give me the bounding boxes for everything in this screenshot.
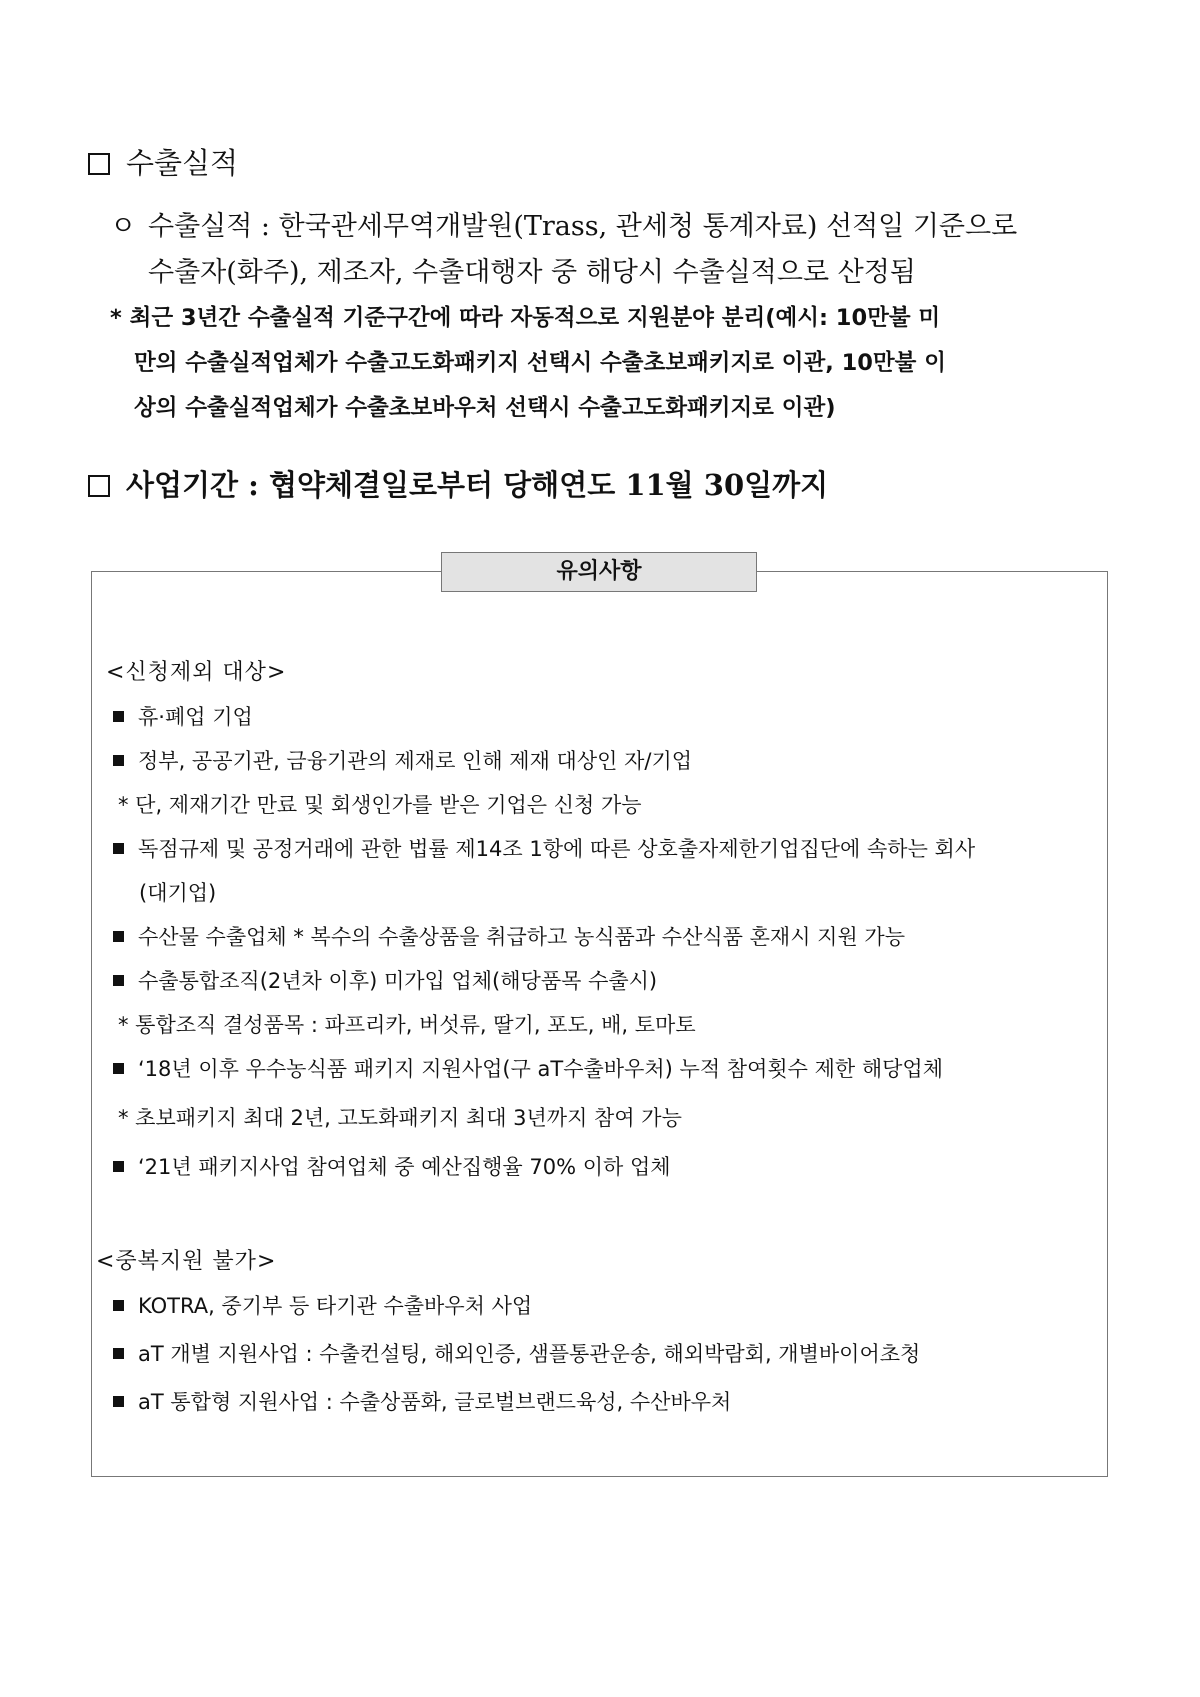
list-item-continuation: (대기업) xyxy=(139,881,217,905)
square-bullet-icon xyxy=(113,755,124,766)
exclusion-section-title: <신청제외 대상> xyxy=(106,660,287,685)
export-record-note-line3: 상의 수출실적업체가 수출초보바우처 선택시 수출고도화패키지로 이관) xyxy=(134,395,836,421)
list-item: ‘18년 이후 우수농식품 패키지 지원사업(구 aT수출바우처) 누적 참여횟수 제한 해당업체 xyxy=(113,1053,943,1083)
list-item: 수출통합조직(2년차 이후) 미가입 업체(해당품목 수출시) xyxy=(113,965,657,995)
square-bullet-icon xyxy=(113,975,124,986)
list-note: * 초보패키지 최대 2년, 고도화패키지 최대 3년까지 참여 가능 xyxy=(118,1106,682,1130)
list-item: ‘21년 패키지사업 참여업체 중 예산집행율 70% 이하 업체 xyxy=(113,1151,671,1181)
circle-bullet-icon: ㅇ xyxy=(110,211,137,242)
square-bullet-icon xyxy=(113,1348,124,1359)
list-item: aT 개별 지원사업 : 수출컨설팅, 해외인증, 샘플통관운송, 해외박람회, 개별바이어초청 xyxy=(113,1338,920,1368)
square-bullet-icon xyxy=(113,1063,124,1074)
list-note: * 단, 제재기간 만료 및 회생인가를 받은 기업은 신청 가능 xyxy=(118,793,642,817)
duplicate-section-title: <중복지원 불가> xyxy=(96,1249,277,1274)
section-heading-export-record: 수출실적 xyxy=(88,141,238,182)
list-item: aT 통합형 지원사업 : 수출상품화, 글로벌브랜드육성, 수산바우처 xyxy=(113,1386,731,1416)
section-heading-project-period: 사업기간 : 협약체결일로부터 당해연도 11월 30일까지 xyxy=(88,463,828,504)
export-record-paragraph-line2: 수출자(화주), 제조자, 수출대행자 중 해당시 수출실적으로 산정됨 xyxy=(148,257,916,288)
list-item: 수산물 수출업체 * 복수의 수출상품을 취급하고 농식품과 수산식품 혼재시 지원 가능 xyxy=(113,921,905,951)
notice-box-title: 유의사항 xyxy=(441,552,757,592)
square-bullet-icon xyxy=(113,1396,124,1407)
checkbox-square-icon xyxy=(88,475,110,497)
export-record-note-line1: * 최근 3년간 수출실적 기준구간에 따라 자동적으로 지원분야 분리(예시: 10만불 미 xyxy=(110,305,941,331)
list-item: 휴·폐업 기업 xyxy=(113,701,253,731)
square-bullet-icon xyxy=(113,843,124,854)
export-record-note-line2: 만의 수출실적업체가 수출고도화패키지 선택시 수출초보패키지로 이관, 10만불 이 xyxy=(134,350,946,376)
list-item: 독점규제 및 공정거래에 관한 법률 제14조 1항에 따른 상호출자제한기업집단에 속하는 회사 xyxy=(113,833,975,863)
list-item: 정부, 공공기관, 금융기관의 제재로 인해 제재 대상인 자/기업 xyxy=(113,745,692,775)
export-record-paragraph-line1: ㅇ 수출실적 : 한국관세무역개발원(Trass, 관세청 통계자료) 선적일 기준으로 xyxy=(110,204,1017,243)
list-note: * 통합조직 결성품목 : 파프리카, 버섯류, 딸기, 포도, 배, 토마토 xyxy=(118,1013,696,1037)
square-bullet-icon xyxy=(113,1300,124,1311)
square-bullet-icon xyxy=(113,931,124,942)
checkbox-square-icon xyxy=(88,153,110,175)
square-bullet-icon xyxy=(113,711,124,722)
list-item: KOTRA, 중기부 등 타기관 수출바우처 사업 xyxy=(113,1290,532,1320)
square-bullet-icon xyxy=(113,1161,124,1172)
